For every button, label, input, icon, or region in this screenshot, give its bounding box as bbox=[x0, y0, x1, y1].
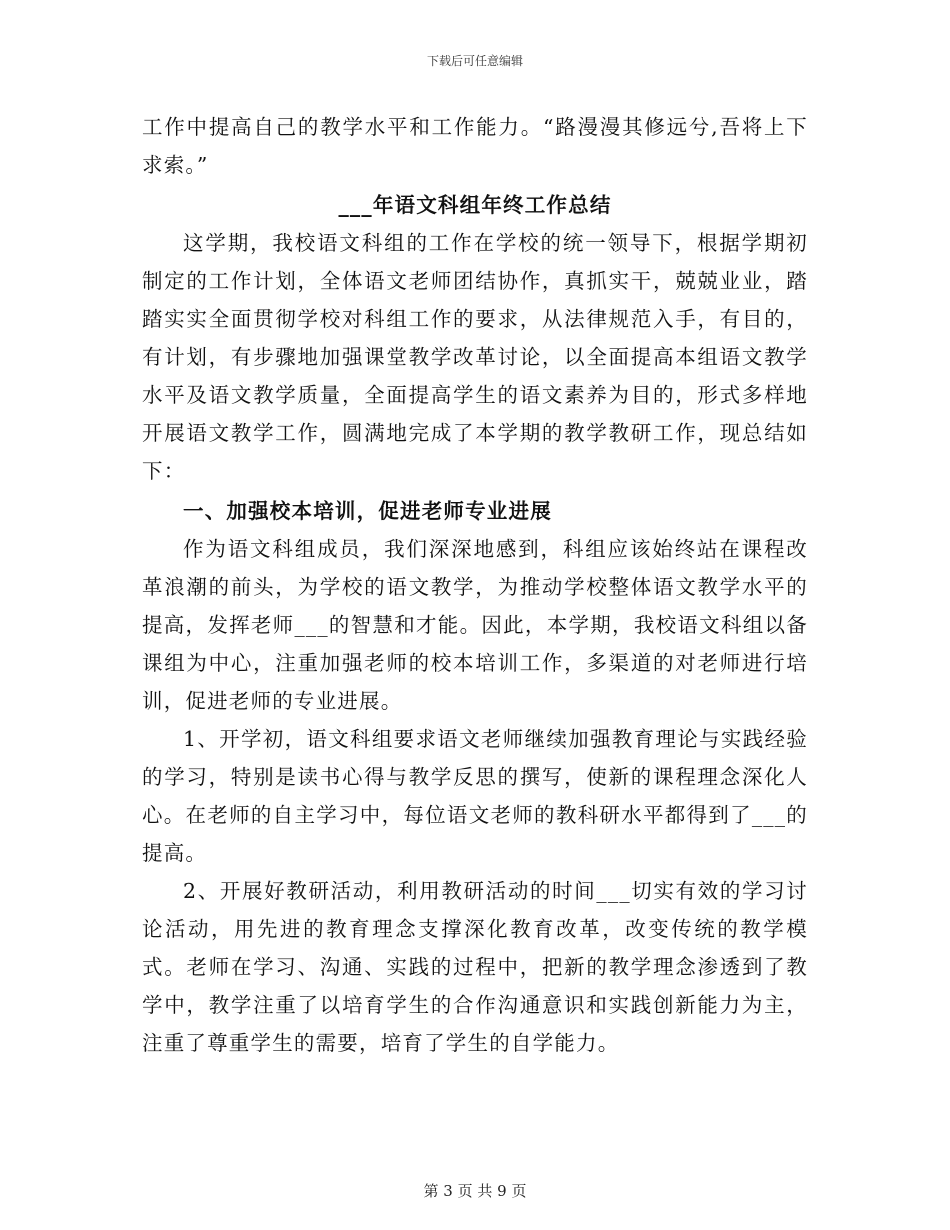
paragraph-section1-intro: 作为语文科组成员，我们深深地感到，科组应该始终站在课程改革浪潮的前头，为学校的语文教学，为推动学校整体语文教学水平的提高，发挥老师___的智慧和才能。因此，本学期，我校语文科组以备课组为中心，注重加强老师的校本培训工作，多渠道的对老师进行培训，促进老师的专业进展。 bbox=[142, 537, 808, 713]
paragraph-item-1: 1、开学初，语文科组要求语文老师继续加强教育理论与实践经验的学习，特别是读书心得与教学反思的撰写，使新的课程理念深化人心。在老师的自主学习中，每位语文老师的教科研水平都得到了___的提高。 bbox=[142, 727, 808, 865]
document-body bbox=[142, 108, 808, 1062]
paragraph-continuation: 工作中提高自己的教学水平和工作能力。“路漫漫其修远兮,吾将上下求索。” bbox=[142, 115, 808, 177]
paragraph-item-2: 2、开展好教研活动，利用教研活动的时间___切实有效的学习讨论活动，用先进的教育理念支撑深化教育改革，改变传统的教学模式。老师在学习、沟通、实践的过程中，把新的教学理念渗透到了教学中，教学注重了以培育学生的合作沟通意识和实践创新能力为主，注重了尊重学生的需要，培育了学生的自学能力。 bbox=[142, 879, 808, 1055]
document-title: ___年语文科组年终工作总结 bbox=[338, 193, 612, 217]
page-header-note: 下载后可任意编辑 bbox=[426, 54, 523, 68]
paragraph-intro: 这学期，我校语文科组的工作在学校的统一领导下，根据学期初制定的工作计划，全体语文老师团结协作，真抓实干，兢兢业业，踏踏实实全面贯彻学校对科组工作的要求，从法律规范入手，有目的，有计划，有步骤地加强课堂教学改革讨论，以全面提高本组语文教学水平及语文教学质量，全面提高学生的语文素养为目的，形式多样地开展语文教学工作，圆满地完成了本学期的教学教研工作，现总结如下： bbox=[142, 231, 808, 483]
page-number: 第 3 页 共 9 页 bbox=[423, 1182, 527, 1200]
section-heading-1: 一、加强校本培训，促进老师专业进展 bbox=[183, 499, 552, 523]
